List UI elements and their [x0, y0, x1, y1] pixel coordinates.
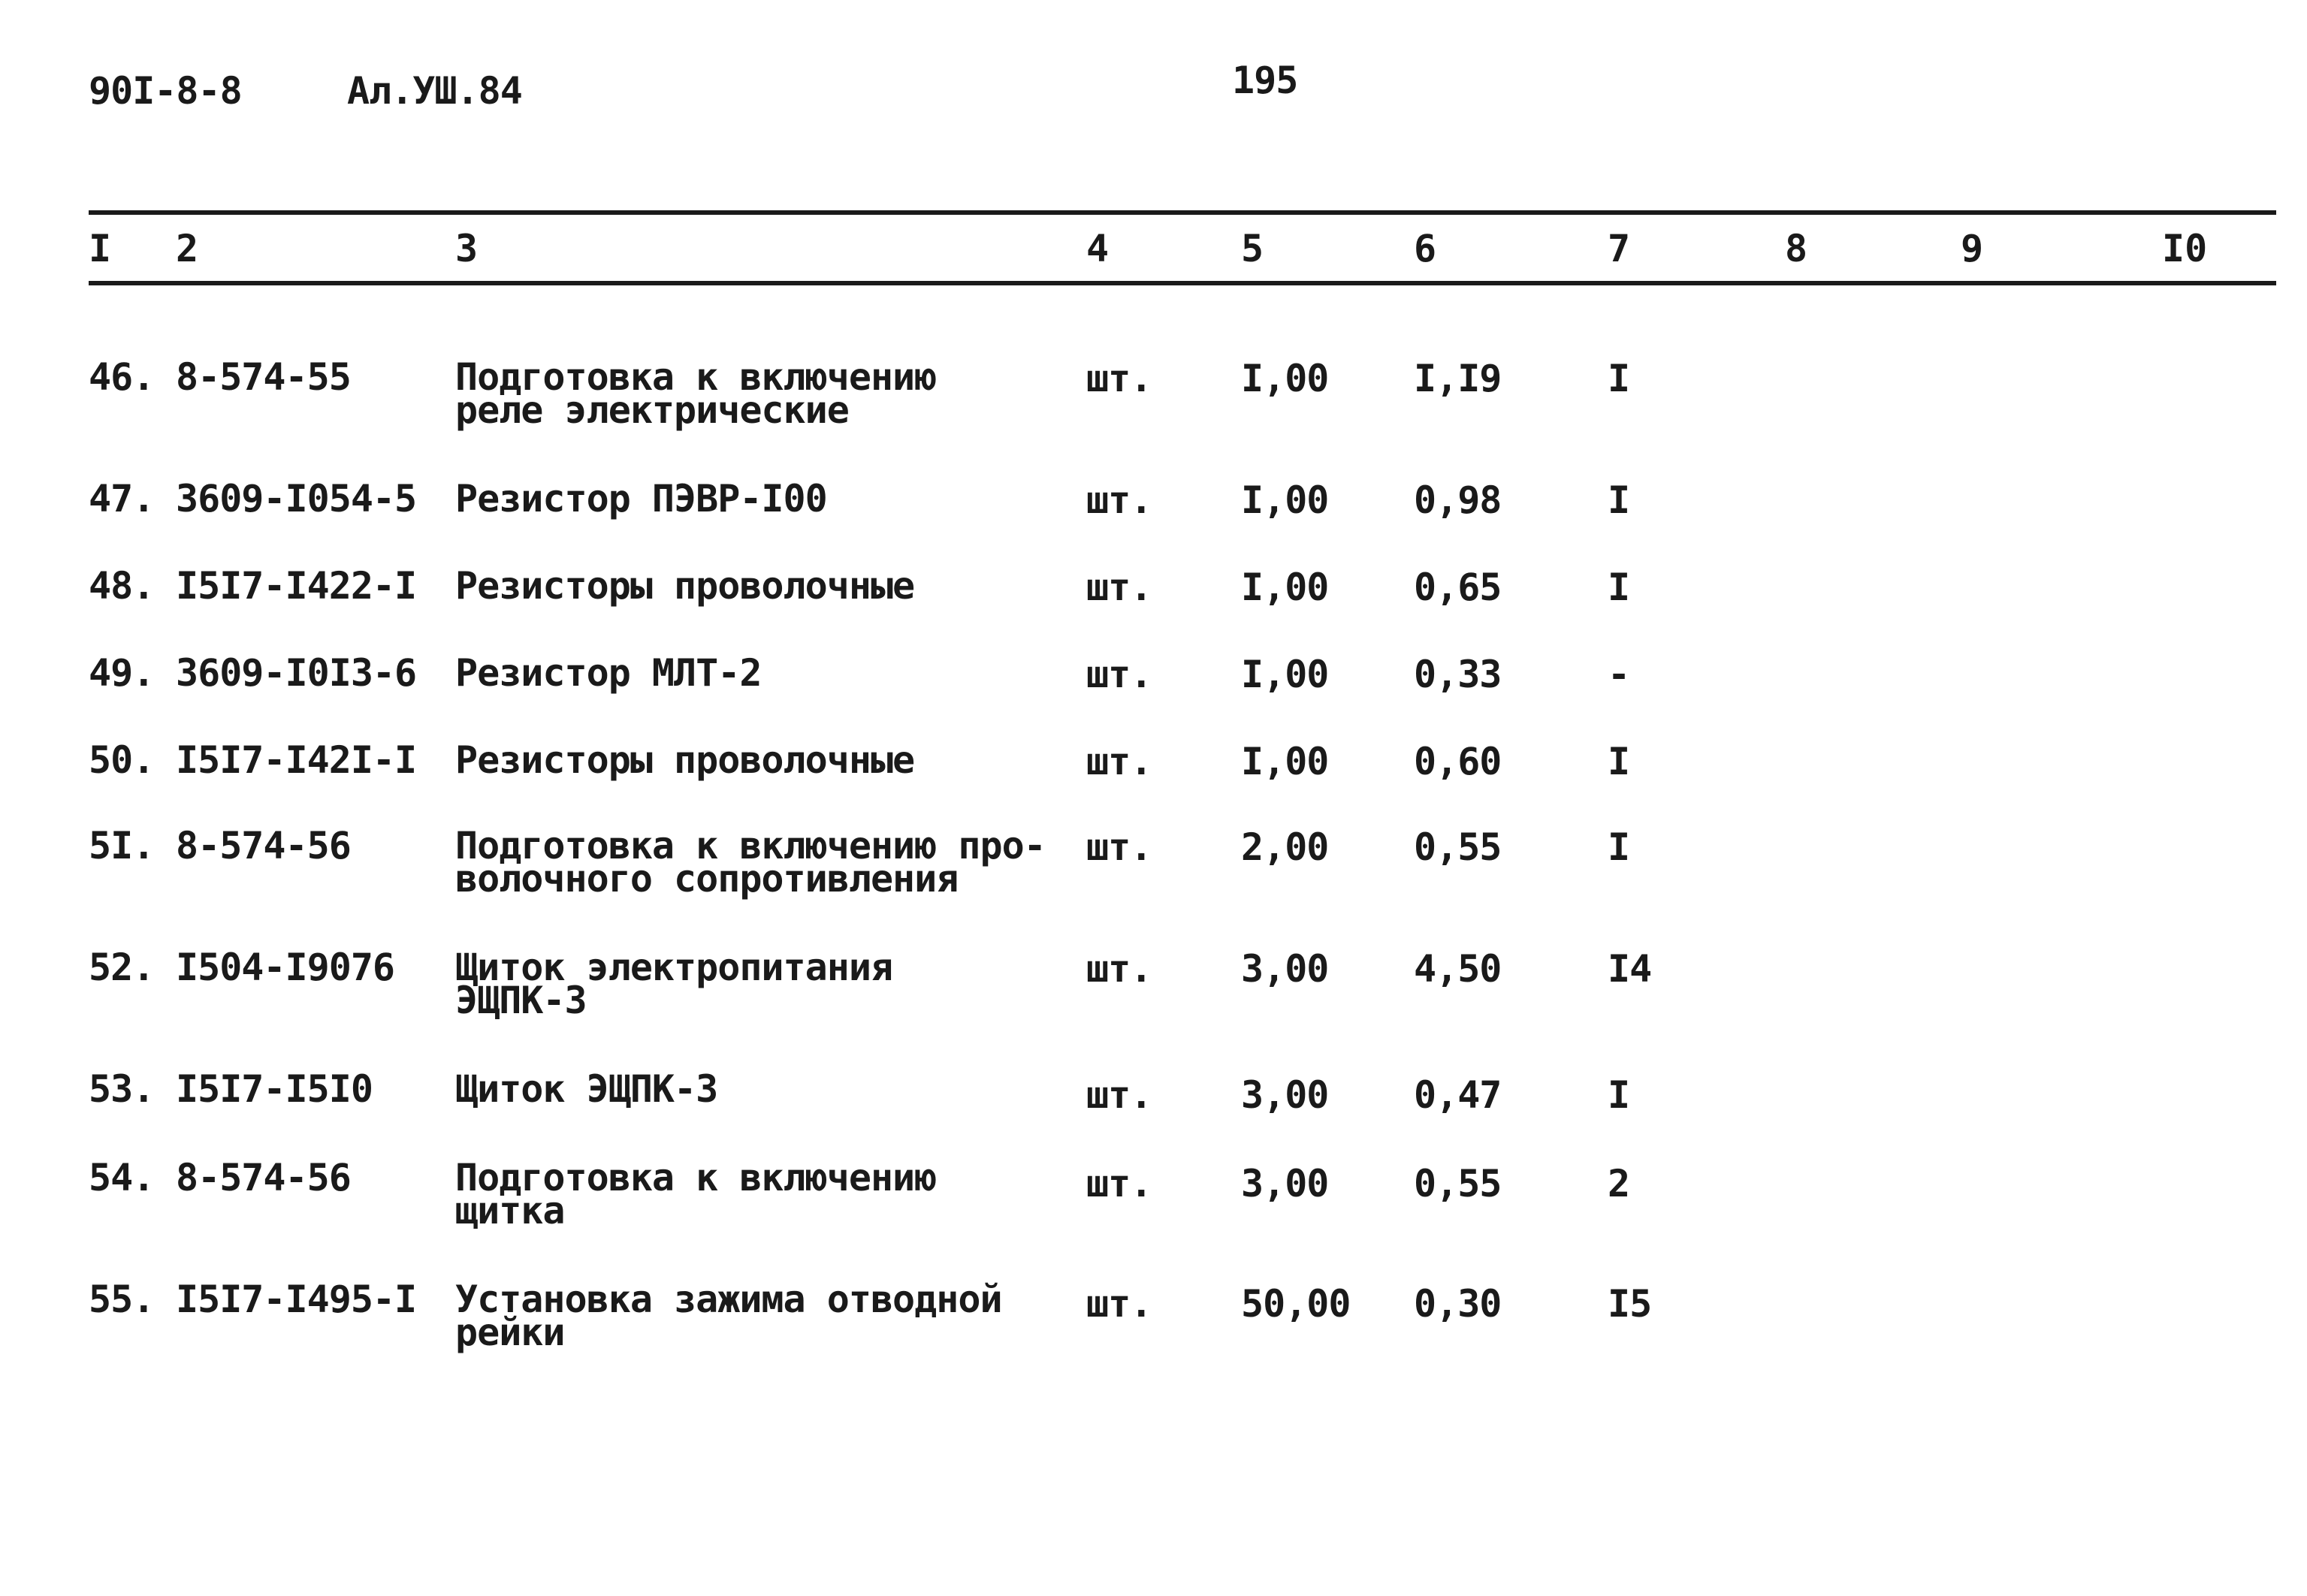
row-number: 52.: [89, 946, 155, 989]
row-value: 0,55: [1414, 1162, 1502, 1205]
row-description-line: Подготовка к включению: [455, 355, 937, 399]
row-description-line: Подготовка к включению: [455, 1156, 937, 1199]
row-unit: шт.: [1086, 1282, 1152, 1326]
row-quantity: I,00: [1241, 357, 1329, 400]
album-reference: Ал.УШ.84: [347, 69, 522, 113]
row-unit: шт.: [1086, 947, 1152, 991]
row-quantity: 3,00: [1241, 1162, 1329, 1205]
row-description-line: Подготовка к включению про-: [455, 824, 1046, 867]
row-code: 3609-I0I3-6: [176, 651, 417, 695]
row-description-line: волочного сопротивления: [455, 857, 959, 901]
row-column-7: I: [1608, 1073, 1630, 1117]
row-code: 8-574-56: [176, 1156, 351, 1199]
column-number: 8: [1785, 227, 1808, 270]
row-number: 5I.: [89, 824, 155, 867]
row-column-7: I: [1608, 478, 1630, 522]
row-column-7: I: [1608, 740, 1630, 783]
row-description-line: Щиток ЭЩПК-3: [455, 1067, 718, 1111]
row-description: [455, 355, 937, 432]
row-number: 49.: [89, 651, 155, 695]
table-top-rule: [89, 210, 2276, 215]
row-code: I504-I9076: [176, 946, 395, 989]
row-value: 0,55: [1414, 825, 1502, 869]
row-unit: шт.: [1086, 357, 1152, 400]
row-column-7: I: [1608, 357, 1630, 400]
column-number: 6: [1414, 227, 1437, 270]
row-quantity: I,00: [1241, 566, 1329, 609]
row-column-7: I: [1608, 825, 1630, 869]
row-code: 3609-I054-5: [176, 477, 417, 520]
row-description-line: Резисторы проволочные: [455, 738, 915, 782]
row-quantity: 50,00: [1241, 1282, 1351, 1326]
column-number: 5: [1241, 227, 1264, 270]
column-number: 3: [455, 227, 479, 270]
row-column-7: 2: [1608, 1162, 1630, 1205]
row-quantity: I,00: [1241, 478, 1329, 522]
column-number: I0: [2162, 227, 2208, 270]
row-number: 53.: [89, 1067, 155, 1111]
row-value: 0,47: [1414, 1073, 1502, 1117]
row-description-line: Резистор МЛТ-2: [455, 651, 762, 695]
row-description: [455, 946, 893, 1022]
row-description-line: Установка зажима отводной: [455, 1278, 1002, 1321]
row-description: [455, 738, 915, 782]
row-code: I5I7-I495-I: [176, 1278, 417, 1321]
column-number: 9: [1961, 227, 1984, 270]
row-column-7: -: [1608, 653, 1630, 696]
row-description: [455, 824, 1046, 901]
page-number: 195: [1232, 59, 1298, 102]
row-quantity: 2,00: [1241, 825, 1329, 869]
row-description-line: рейки: [455, 1311, 565, 1354]
column-number: 4: [1086, 227, 1110, 270]
row-description: [455, 477, 827, 520]
row-value: 4,50: [1414, 947, 1502, 991]
row-unit: шт.: [1086, 740, 1152, 783]
row-unit: шт.: [1086, 1073, 1152, 1117]
row-unit: шт.: [1086, 1162, 1152, 1205]
row-description-line: ЭЩПК-3: [455, 979, 587, 1022]
row-description-line: реле электрические: [455, 388, 849, 432]
row-code: I5I7-I42I-I: [176, 738, 417, 782]
document-code: 90I-8-8: [89, 69, 242, 113]
column-number: 2: [176, 227, 199, 270]
row-description: [455, 1156, 937, 1232]
row-quantity: 3,00: [1241, 1073, 1329, 1117]
column-number: I: [89, 227, 112, 270]
row-quantity: 3,00: [1241, 947, 1329, 991]
row-value: 0,65: [1414, 566, 1502, 609]
row-number: 54.: [89, 1156, 155, 1199]
row-description: [455, 1067, 718, 1111]
row-description: [455, 1278, 1002, 1354]
row-value: 0,60: [1414, 740, 1502, 783]
row-code: 8-574-56: [176, 824, 351, 867]
row-unit: шт.: [1086, 825, 1152, 869]
row-quantity: I,00: [1241, 740, 1329, 783]
row-quantity: I,00: [1241, 653, 1329, 696]
row-number: 50.: [89, 738, 155, 782]
row-number: 46.: [89, 355, 155, 399]
row-description-line: Резистор ПЭВР-I00: [455, 477, 827, 520]
row-unit: шт.: [1086, 566, 1152, 609]
row-code: I5I7-I422-I: [176, 564, 417, 608]
row-description-line: Резисторы проволочные: [455, 564, 915, 608]
row-number: 55.: [89, 1278, 155, 1321]
row-description-line: Щиток электропитания: [455, 946, 893, 989]
row-value: 0,33: [1414, 653, 1502, 696]
row-number: 47.: [89, 477, 155, 520]
row-unit: шт.: [1086, 653, 1152, 696]
row-description: [455, 651, 762, 695]
row-description-line: щитка: [455, 1189, 565, 1232]
table-header-rule: [89, 281, 2276, 285]
row-code: 8-574-55: [176, 355, 351, 399]
row-value: 0,98: [1414, 478, 1502, 522]
row-value: I,I9: [1414, 357, 1502, 400]
row-unit: шт.: [1086, 478, 1152, 522]
row-code: I5I7-I5I0: [176, 1067, 373, 1111]
column-number: 7: [1608, 227, 1631, 270]
row-description: [455, 564, 915, 608]
row-column-7: I5: [1608, 1282, 1652, 1326]
row-column-7: I: [1608, 566, 1630, 609]
row-value: 0,30: [1414, 1282, 1502, 1326]
row-column-7: I4: [1608, 947, 1652, 991]
row-number: 48.: [89, 564, 155, 608]
